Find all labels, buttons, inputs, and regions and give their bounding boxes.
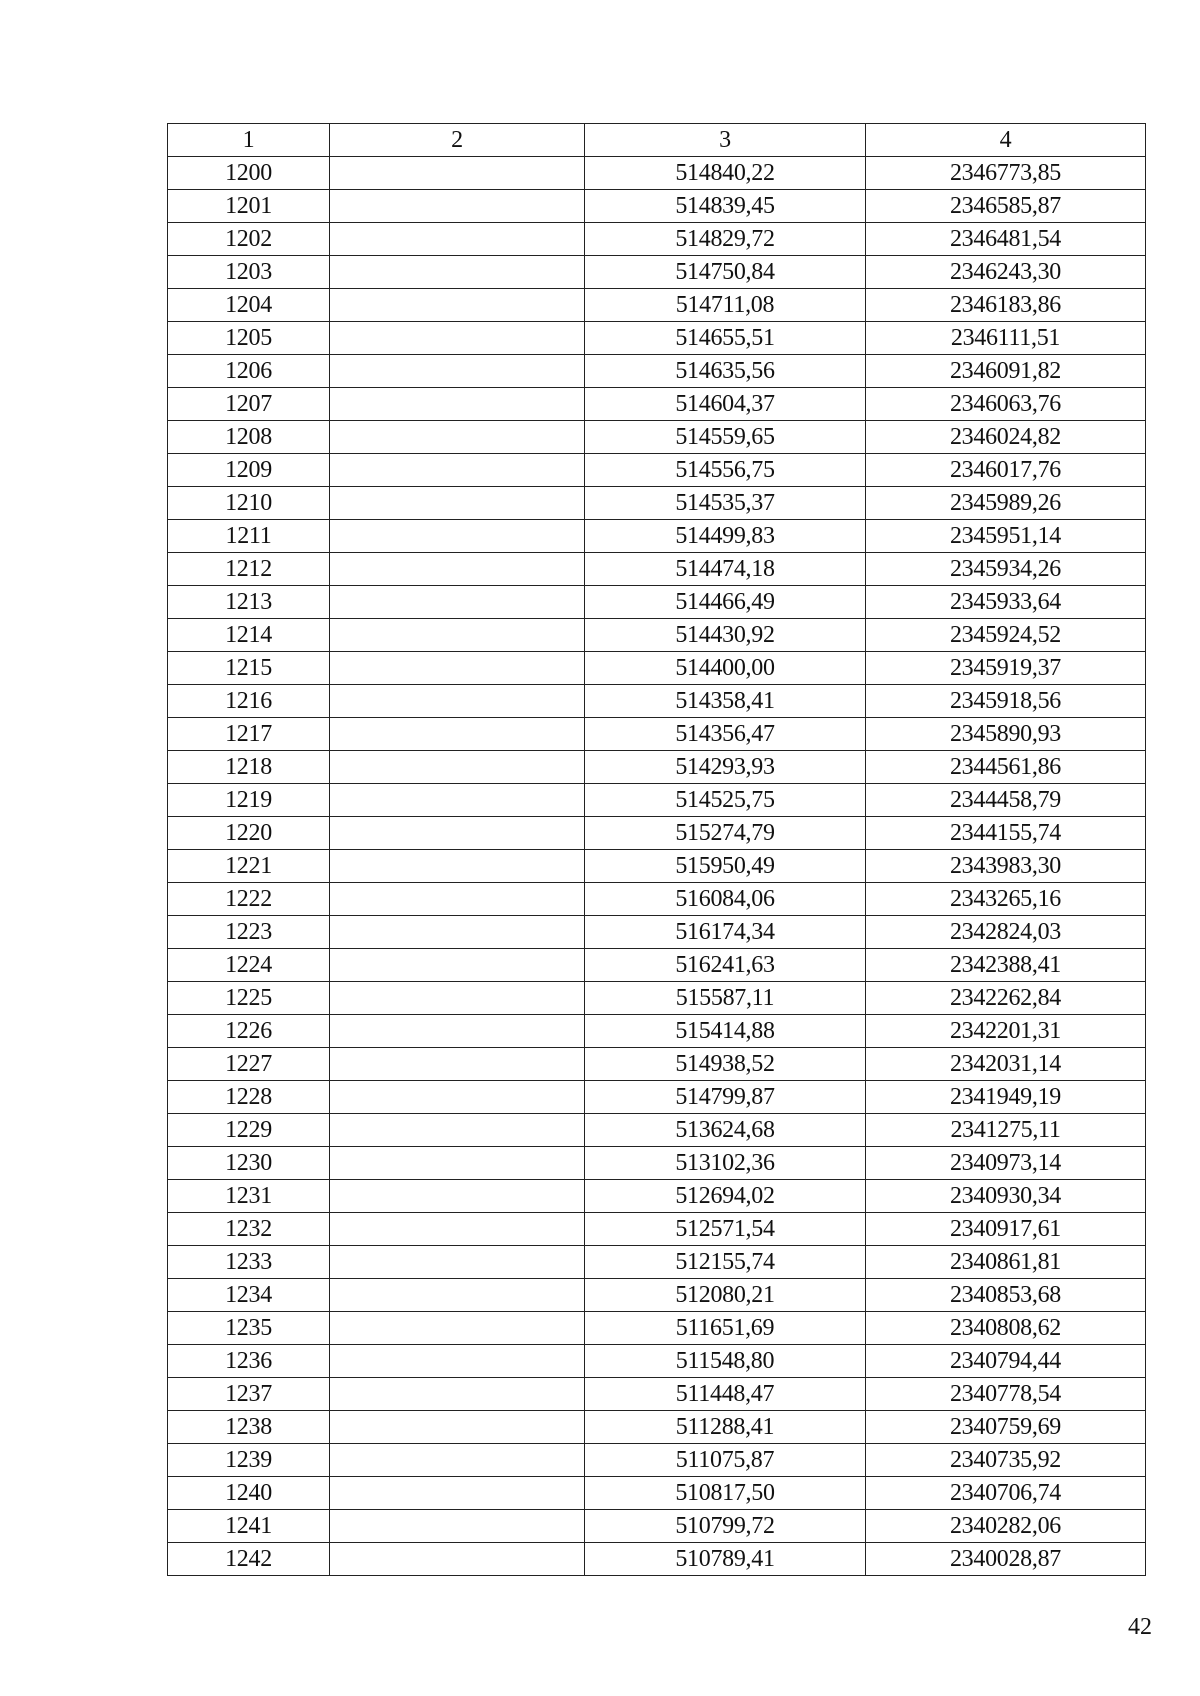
- table-cell-col3: 512571,54: [585, 1213, 866, 1246]
- table-cell-col3: 510799,72: [585, 1510, 866, 1543]
- table-cell-col1: 1223: [168, 916, 330, 949]
- table-row: [168, 1411, 1146, 1444]
- table-cell-col2: [330, 1543, 585, 1576]
- table-cell-col2: [330, 652, 585, 685]
- table-cell-col2: [330, 1147, 585, 1180]
- table-cell-col3: 511288,41: [585, 1411, 866, 1444]
- table-cell-col2: [330, 487, 585, 520]
- table-row: [168, 751, 1146, 784]
- table-cell-col4: 2341949,19: [866, 1081, 1146, 1114]
- table-cell-col1: 1205: [168, 322, 330, 355]
- table-cell-col2: [330, 520, 585, 553]
- table-cell-col2: [330, 1444, 585, 1477]
- table-cell-col3: 512694,02: [585, 1180, 866, 1213]
- table-cell-col1: 1213: [168, 586, 330, 619]
- table-cell-col1: 1238: [168, 1411, 330, 1444]
- table-cell-col3: 510789,41: [585, 1543, 866, 1576]
- table-cell-col2: [330, 190, 585, 223]
- table-row: [168, 1015, 1146, 1048]
- table-cell-col2: [330, 1015, 585, 1048]
- table-row: [168, 586, 1146, 619]
- column-header-1: 1: [168, 124, 330, 157]
- table-row: [168, 1510, 1146, 1543]
- table-cell-col1: 1236: [168, 1345, 330, 1378]
- table-cell-col3: 515414,88: [585, 1015, 866, 1048]
- table-cell-col4: 2345989,26: [866, 487, 1146, 520]
- column-header-3: 3: [585, 124, 866, 157]
- table-cell-col3: 512080,21: [585, 1279, 866, 1312]
- table-row: [168, 850, 1146, 883]
- table-row: [168, 784, 1146, 817]
- table-cell-col4: 2342824,03: [866, 916, 1146, 949]
- table-body: [168, 157, 1146, 1576]
- table-cell-col2: [330, 817, 585, 850]
- table-cell-col1: 1231: [168, 1180, 330, 1213]
- table-cell-col4: 2340794,44: [866, 1345, 1146, 1378]
- table-cell-col1: 1241: [168, 1510, 330, 1543]
- table-row: [168, 652, 1146, 685]
- table-cell-col2: [330, 1048, 585, 1081]
- table-cell-col3: 514293,93: [585, 751, 866, 784]
- table-cell-col3: 516084,06: [585, 883, 866, 916]
- table-row: [168, 454, 1146, 487]
- table-cell-col4: 2346183,86: [866, 289, 1146, 322]
- table-cell-col2: [330, 322, 585, 355]
- table-cell-col1: 1214: [168, 619, 330, 652]
- table-cell-col1: 1237: [168, 1378, 330, 1411]
- table-cell-col1: 1204: [168, 289, 330, 322]
- table-cell-col4: 2340735,92: [866, 1444, 1146, 1477]
- table-row: [168, 157, 1146, 190]
- table-cell-col4: 2342031,14: [866, 1048, 1146, 1081]
- table-row: [168, 619, 1146, 652]
- table-cell-col2: [330, 1114, 585, 1147]
- table-row: [168, 1246, 1146, 1279]
- header-row: [168, 124, 1146, 157]
- table-cell-col1: 1217: [168, 718, 330, 751]
- table-cell-col3: 511075,87: [585, 1444, 866, 1477]
- table-cell-col4: 2346243,30: [866, 256, 1146, 289]
- table-cell-col2: [330, 454, 585, 487]
- table-cell-col1: 1222: [168, 883, 330, 916]
- table-row: [168, 553, 1146, 586]
- table-row: [168, 1048, 1146, 1081]
- table-cell-col2: [330, 982, 585, 1015]
- table-cell-col2: [330, 553, 585, 586]
- table-cell-col3: 514839,45: [585, 190, 866, 223]
- table-cell-col1: 1240: [168, 1477, 330, 1510]
- table-row: [168, 718, 1146, 751]
- table-cell-col2: [330, 1378, 585, 1411]
- table-cell-col2: [330, 421, 585, 454]
- table-cell-col2: [330, 1213, 585, 1246]
- table-cell-col1: 1229: [168, 1114, 330, 1147]
- table-row: [168, 883, 1146, 916]
- table-cell-col1: 1242: [168, 1543, 330, 1576]
- table-cell-col4: 2344561,86: [866, 751, 1146, 784]
- table-row: [168, 322, 1146, 355]
- table-cell-col1: 1226: [168, 1015, 330, 1048]
- table-cell-col4: 2340028,87: [866, 1543, 1146, 1576]
- table-cell-col1: 1234: [168, 1279, 330, 1312]
- table-cell-col2: [330, 718, 585, 751]
- column-header-2: 2: [330, 124, 585, 157]
- table-cell-col3: 514535,37: [585, 487, 866, 520]
- table-cell-col1: 1211: [168, 520, 330, 553]
- table-cell-col4: 2346111,51: [866, 322, 1146, 355]
- table-row: [168, 1279, 1146, 1312]
- table-row: [168, 982, 1146, 1015]
- table-cell-col1: 1218: [168, 751, 330, 784]
- table-cell-col4: 2342262,84: [866, 982, 1146, 1015]
- table-cell-col1: 1208: [168, 421, 330, 454]
- table-cell-col3: 514711,08: [585, 289, 866, 322]
- table-cell-col3: 514799,87: [585, 1081, 866, 1114]
- table-cell-col1: 1228: [168, 1081, 330, 1114]
- table-cell-col3: 514430,92: [585, 619, 866, 652]
- table-cell-col3: 512155,74: [585, 1246, 866, 1279]
- table-cell-col4: 2340706,74: [866, 1477, 1146, 1510]
- table-cell-col2: [330, 157, 585, 190]
- table-cell-col4: 2341275,11: [866, 1114, 1146, 1147]
- table-cell-col2: [330, 289, 585, 322]
- table-cell-col4: 2340282,06: [866, 1510, 1146, 1543]
- table-row: [168, 1081, 1146, 1114]
- table-row: [168, 1147, 1146, 1180]
- table-cell-col3: 516174,34: [585, 916, 866, 949]
- table-cell-col3: 513102,36: [585, 1147, 866, 1180]
- table-row: [168, 520, 1146, 553]
- table-cell-col3: 514938,52: [585, 1048, 866, 1081]
- table-cell-col2: [330, 1411, 585, 1444]
- table-cell-col2: [330, 1312, 585, 1345]
- table-cell-col4: 2340778,54: [866, 1378, 1146, 1411]
- table-cell-col1: 1212: [168, 553, 330, 586]
- table-cell-col1: 1225: [168, 982, 330, 1015]
- table-cell-col4: 2342201,31: [866, 1015, 1146, 1048]
- table-row: [168, 487, 1146, 520]
- table-cell-col2: [330, 850, 585, 883]
- table-cell-col1: 1215: [168, 652, 330, 685]
- table-row: [168, 421, 1146, 454]
- table-cell-col1: 1210: [168, 487, 330, 520]
- table-cell-col4: 2346024,82: [866, 421, 1146, 454]
- table-cell-col4: 2340853,68: [866, 1279, 1146, 1312]
- table-cell-col2: [330, 355, 585, 388]
- table-cell-col1: 1220: [168, 817, 330, 850]
- table-cell-col3: 510817,50: [585, 1477, 866, 1510]
- table-cell-col1: 1230: [168, 1147, 330, 1180]
- coordinates-table: [167, 123, 1146, 1576]
- table-row: [168, 256, 1146, 289]
- table-row: [168, 949, 1146, 982]
- table-cell-col4: 2342388,41: [866, 949, 1146, 982]
- table-cell-col4: 2344155,74: [866, 817, 1146, 850]
- table-row: [168, 1180, 1146, 1213]
- table-cell-col2: [330, 256, 585, 289]
- table-cell-col4: 2346481,54: [866, 223, 1146, 256]
- table-cell-col4: 2344458,79: [866, 784, 1146, 817]
- table-cell-col3: 514356,47: [585, 718, 866, 751]
- table-cell-col2: [330, 685, 585, 718]
- table-cell-col2: [330, 1180, 585, 1213]
- table-cell-col4: 2343983,30: [866, 850, 1146, 883]
- table-cell-col2: [330, 1345, 585, 1378]
- table-cell-col1: 1206: [168, 355, 330, 388]
- table-cell-col2: [330, 1477, 585, 1510]
- table-cell-col4: 2345890,93: [866, 718, 1146, 751]
- table-cell-col2: [330, 1246, 585, 1279]
- table-cell-col1: 1221: [168, 850, 330, 883]
- table-cell-col1: 1224: [168, 949, 330, 982]
- table-cell-col2: [330, 883, 585, 916]
- table-cell-col2: [330, 916, 585, 949]
- table-cell-col4: 2345951,14: [866, 520, 1146, 553]
- table-cell-col3: 514655,51: [585, 322, 866, 355]
- table-cell-col3: 514635,56: [585, 355, 866, 388]
- table-cell-col3: 514466,49: [585, 586, 866, 619]
- table-row: [168, 1312, 1146, 1345]
- table-cell-col2: [330, 619, 585, 652]
- table-row: [168, 355, 1146, 388]
- table-row: [168, 223, 1146, 256]
- table-row: [168, 916, 1146, 949]
- table-row: [168, 1114, 1146, 1147]
- table-cell-col1: 1239: [168, 1444, 330, 1477]
- table-cell-col2: [330, 1081, 585, 1114]
- table-cell-col1: 1203: [168, 256, 330, 289]
- table-cell-col1: 1207: [168, 388, 330, 421]
- table-cell-col2: [330, 751, 585, 784]
- table-cell-col2: [330, 1279, 585, 1312]
- table-cell-col3: 514525,75: [585, 784, 866, 817]
- table-cell-col1: 1233: [168, 1246, 330, 1279]
- table-cell-col3: 514358,41: [585, 685, 866, 718]
- table-cell-col3: 511651,69: [585, 1312, 866, 1345]
- table-row: [168, 1477, 1146, 1510]
- table-cell-col3: 511548,80: [585, 1345, 866, 1378]
- table-cell-col3: 515587,11: [585, 982, 866, 1015]
- table-row: [168, 1444, 1146, 1477]
- table-cell-col4: 2340759,69: [866, 1411, 1146, 1444]
- table-row: [168, 1213, 1146, 1246]
- table-row: [168, 1543, 1146, 1576]
- table-header: [168, 124, 1146, 157]
- table-cell-col3: 515274,79: [585, 817, 866, 850]
- table-cell-col1: 1235: [168, 1312, 330, 1345]
- page-number: 42: [1128, 1614, 1152, 1640]
- table-cell-col4: 2346773,85: [866, 157, 1146, 190]
- table-cell-col1: 1200: [168, 157, 330, 190]
- table-cell-col1: 1232: [168, 1213, 330, 1246]
- table-cell-col3: 516241,63: [585, 949, 866, 982]
- table-cell-col3: 514556,75: [585, 454, 866, 487]
- table-cell-col4: 2346017,76: [866, 454, 1146, 487]
- table-row: [168, 685, 1146, 718]
- table-cell-col4: 2340917,61: [866, 1213, 1146, 1246]
- table-cell-col1: 1202: [168, 223, 330, 256]
- table-cell-col1: 1219: [168, 784, 330, 817]
- table-cell-col2: [330, 784, 585, 817]
- table-cell-col3: 515950,49: [585, 850, 866, 883]
- table-cell-col3: 513624,68: [585, 1114, 866, 1147]
- table-cell-col2: [330, 949, 585, 982]
- table-cell-col3: 514400,00: [585, 652, 866, 685]
- table-cell-col4: 2340861,81: [866, 1246, 1146, 1279]
- table-row: [168, 1378, 1146, 1411]
- table-cell-col2: [330, 1510, 585, 1543]
- table-cell-col3: 514559,65: [585, 421, 866, 454]
- table-cell-col4: 2340973,14: [866, 1147, 1146, 1180]
- column-header-4: 4: [866, 124, 1146, 157]
- table-cell-col2: [330, 223, 585, 256]
- table-cell-col4: 2345933,64: [866, 586, 1146, 619]
- table-cell-col4: 2343265,16: [866, 883, 1146, 916]
- table-cell-col4: 2346063,76: [866, 388, 1146, 421]
- table-row: [168, 388, 1146, 421]
- table-cell-col3: 514840,22: [585, 157, 866, 190]
- table-cell-col4: 2346091,82: [866, 355, 1146, 388]
- table-cell-col4: 2345924,52: [866, 619, 1146, 652]
- table-cell-col4: 2340808,62: [866, 1312, 1146, 1345]
- table-cell-col4: 2345934,26: [866, 553, 1146, 586]
- table-cell-col1: 1209: [168, 454, 330, 487]
- table-row: [168, 817, 1146, 850]
- table-cell-col3: 514499,83: [585, 520, 866, 553]
- table-cell-col2: [330, 388, 585, 421]
- table-cell-col1: 1227: [168, 1048, 330, 1081]
- table-row: [168, 289, 1146, 322]
- table-cell-col4: 2340930,34: [866, 1180, 1146, 1213]
- table-cell-col4: 2345919,37: [866, 652, 1146, 685]
- table-cell-col3: 514829,72: [585, 223, 866, 256]
- table-cell-col3: 514750,84: [585, 256, 866, 289]
- table-row: [168, 190, 1146, 223]
- table-cell-col1: 1201: [168, 190, 330, 223]
- table-cell-col4: 2346585,87: [866, 190, 1146, 223]
- table-cell-col1: 1216: [168, 685, 330, 718]
- table-cell-col3: 514604,37: [585, 388, 866, 421]
- table-cell-col2: [330, 586, 585, 619]
- table-cell-col4: 2345918,56: [866, 685, 1146, 718]
- table-cell-col3: 511448,47: [585, 1378, 866, 1411]
- table-row: [168, 1345, 1146, 1378]
- table-cell-col3: 514474,18: [585, 553, 866, 586]
